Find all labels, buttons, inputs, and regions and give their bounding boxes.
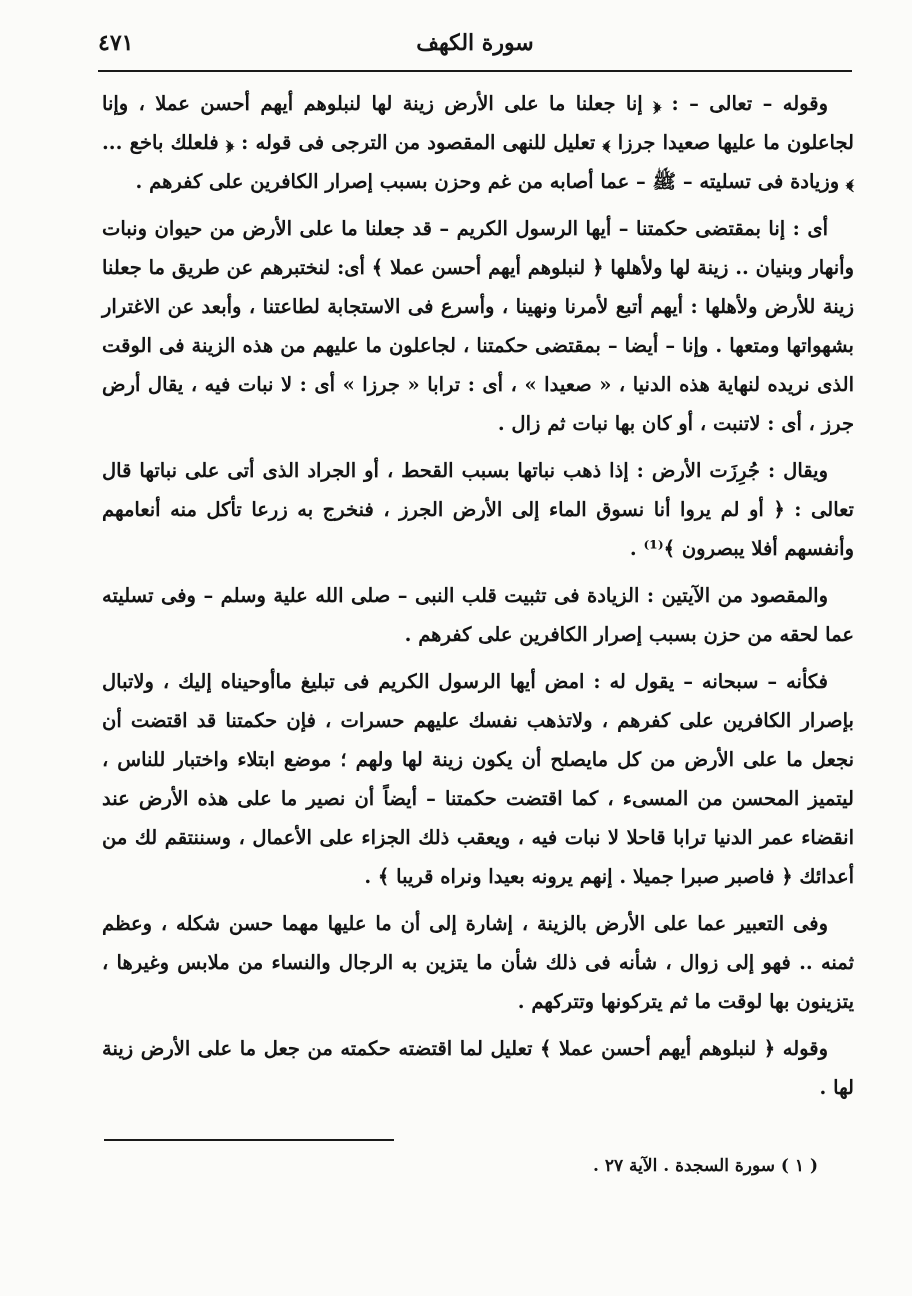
paragraph: فكأنه – سبحانه – يقول له : امض أيها الرسول الكريم فى تبليغ ماأوحيناه إليك ، ولاتبال بإصرار الكافرين على كفرهم ، ولاتذهب نفسك عليهم حسرات ، فإن حكمتنا قد اقتضت أن نجعل ما على الأرض من كل مايصلح أن يكون زينة لها ولهم ؛ موضع ابتلاء واختبار للناس ، ليتميز المحسن من المسىء ، كما اقتضت حكمتنا – أيضاً أن نصير ما على هذه الأرض عند انقضاء عمر الدنيا ترابا قاحلا لا نبات فيه ، ويعقب ذلك الجزاء على الأعمال ، وسننتقم لك من أعدائك ﴿ فاصبر صبرا جميلا . إنهم يرونه بعيدا ونراه قريبا ﴾ . [102, 670, 854, 888]
paragraph: والمقصود من الآيتين : الزيادة فى تثبيت قلب النبى – صلى الله علية وسلم – وفى تسليته عما لحقه من حزن بسبب إصرار الكافرين على كفرهم . [102, 584, 854, 646]
paragraph: وفى التعبير عما على الأرض بالزينة ، إشارة إلى أن ما عليها مهما حسن شكله ، وعظم ثمنه .. فهو إلى زوال ، شأنه فى ذلك شأن ما يتزين به الرجال والنساء من ملابس وغيرها ، يتزينون بها لوقت ما ثم يتركونها وتتركهم . [102, 912, 854, 1013]
page-number: ٤٧١ [98, 30, 134, 56]
paragraph: وقوله – تعالى – : ﴿ إنا جعلنا ما على الأرض زينة لها لنبلوهم أيهم أحسن عملا ، وإنا لجاعلون ما عليها صعيدا جرزا ﴾ تعليل للنهى المقصود من الترجى فى قوله : ﴿ فلعلك باخع ... ﴾ وزيادة فى تسليته – ﷺ – عما أصابه من غم وحزن بسبب إصرار الكافرين على كفرهم . [102, 92, 854, 193]
page-body [102, 84, 854, 1115]
page-header [98, 26, 852, 66]
footnote: ( ١ ) سورة السجدة . الآية ٢٧ . [593, 1156, 818, 1176]
paragraph: وقوله ﴿ لنبلوهم أيهم أحسن عملا ﴾ تعليل لما اقتضته حكمته من جعل ما على الأرض زينة لها . [102, 1037, 854, 1099]
paragraph: ويقال : جُرِزَت الأرض : إذا ذهب نباتها بسبب القحط ، أو الجراد الذى أتى على نباتها قال تعالى : ﴿ أو لم يروا أنا نسوق الماء إلى الأرض الجرز ، فنخرج به زرعا تأكل منه أنعامهم وأنفسهم أفلا يبصرون ﴾⁽¹⁾ . [102, 459, 854, 560]
header-rule [98, 70, 852, 72]
footnote-rule [104, 1139, 394, 1141]
paragraph: أى : إنا بمقتضى حكمتنا – أيها الرسول الكريم – قد جعلنا ما على الأرض من حيوان ونبات وأنهار وبنيان .. زينة لها ولأهلها ﴿ لنبلوهم أيهم أحسن عملا ﴾ أى: لنختبرهم عن طريق ما جعلنا زينة للأرض ولأهلها : أيهم أتبع لأمرنا ونهينا ، وأسرع فى الاستجابة لطاعتنا ، وأبعد عن الاغترار بشهواتها ومتعها . وإنا – أيضا – بمقتضى حكمتنا ، لجاعلون ما عليهم من هذه الزينة فى الوقت الذى نريده لنهاية هذه الدنيا ، « صعيدا » ، أى : ترابا « جرزا » أى : لا نبات فيه ، يقال أرض جرز ، أى : لاتنبت ، أو كان بها نبات ثم زال . [102, 217, 854, 435]
surah-title: سورة الكهف [416, 30, 534, 56]
